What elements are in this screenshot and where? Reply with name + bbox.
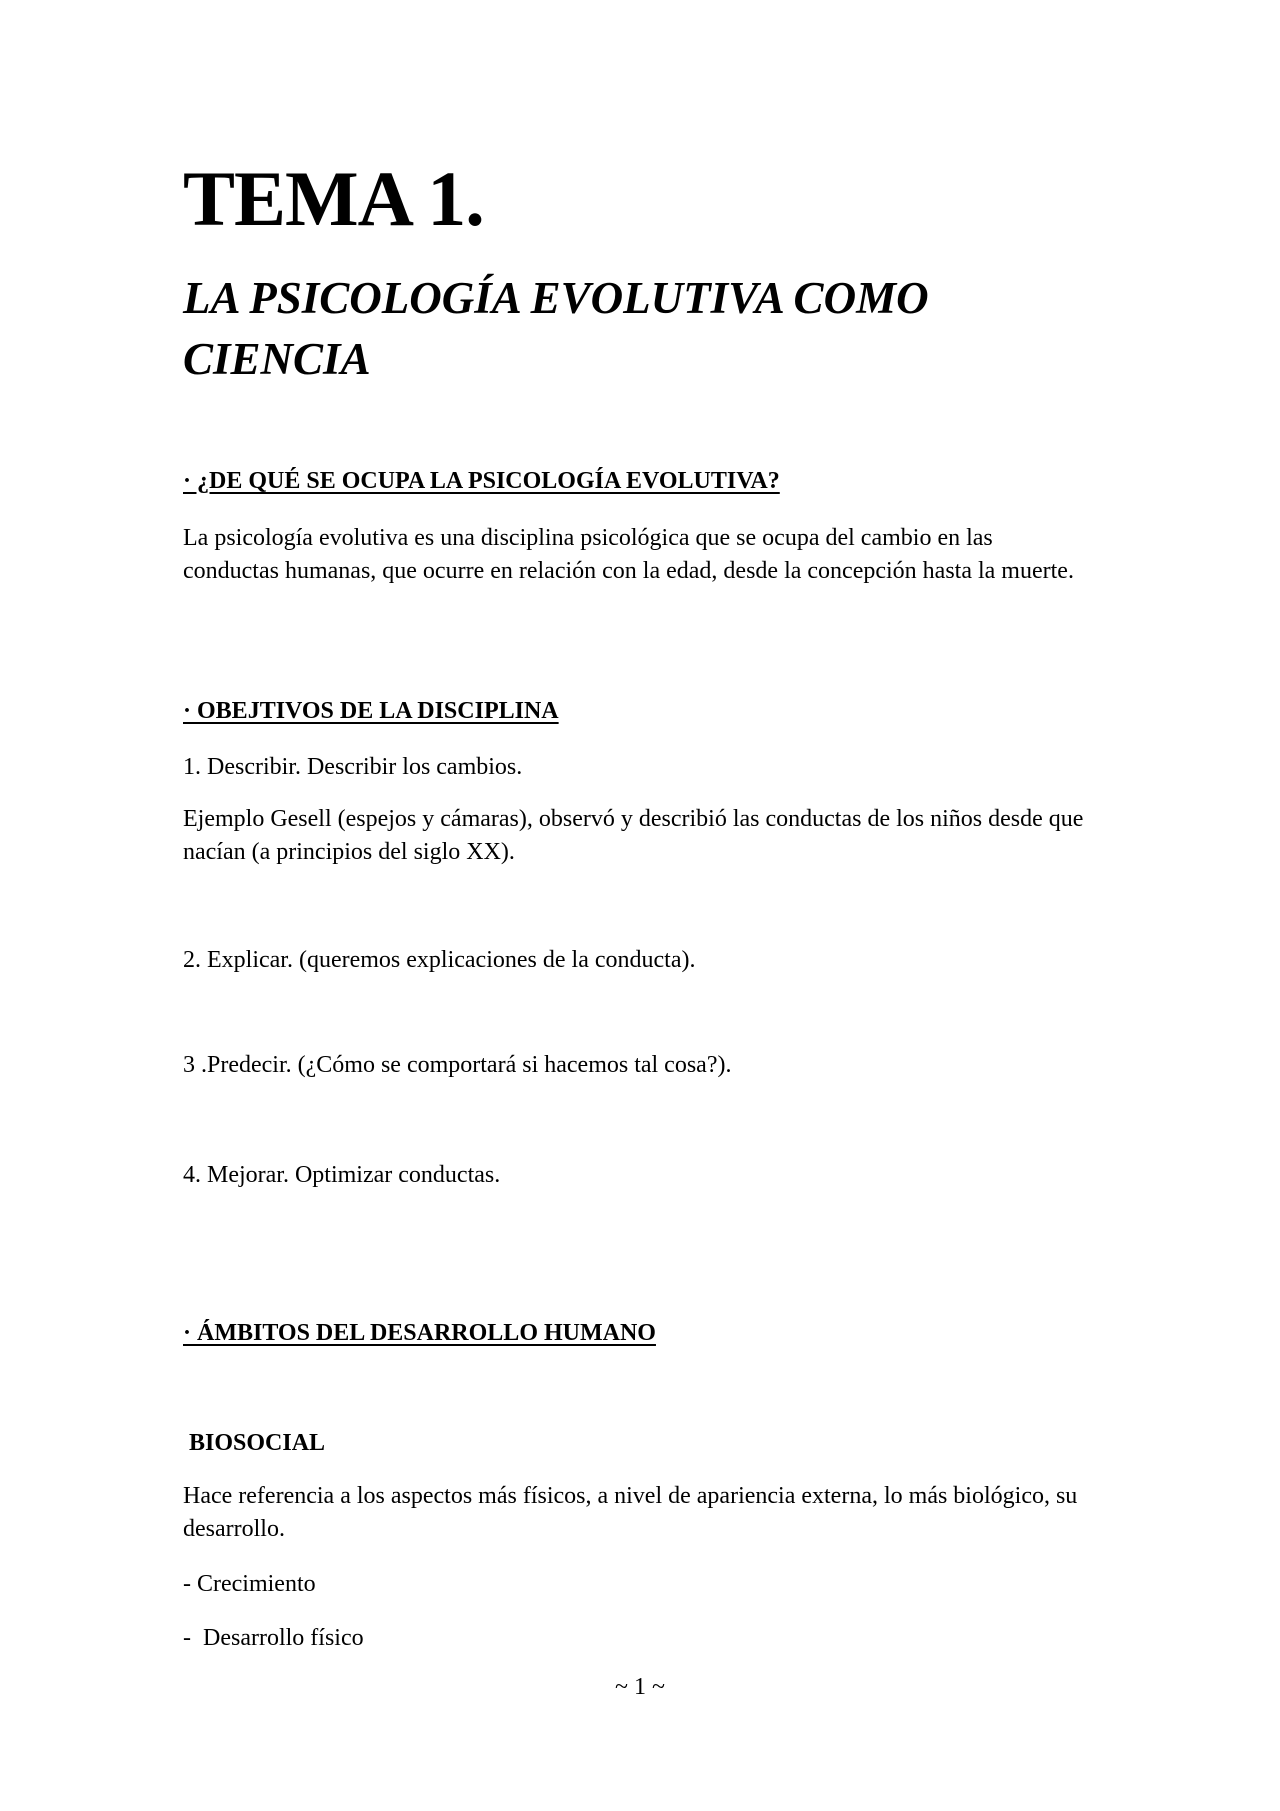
list-item-mejorar: 4. Mejorar. Optimizar conductas. [183,1162,501,1188]
paragraph-biosocial: Hace referencia a los aspectos más físicos, a nivel de apariencia externa, lo más biológico, su desarrollo. [183,1483,1078,1542]
section-heading-que-ocupa: · ¿DE QUÉ SE OCUPA LA PSICOLOGÍA EVOLUTIVA? [183,468,780,494]
page-number: ~ 1 ~ [615,1674,665,1700]
paragraph-definicion: La psicología evolutiva es una disciplina psicológica que se ocupa del cambio en las conductas humanas, que ocurre en relación con la edad, desde la concepción hasta la muerte. [183,525,1074,584]
list-item-describir: 1. Describir. Describir los cambios. [183,754,523,780]
page-title: TEMA 1. [183,155,484,242]
section-heading-objetivos: · OBEJTIVOS DE LA DISCIPLINA [183,698,559,724]
list-item-desarrollo-fisico: - Desarrollo físico [183,1625,364,1651]
page-subtitle: LA PSICOLOGÍA EVOLUTIVA COMO CIENCIA [183,273,929,384]
list-item-explicar: 2. Explicar. (queremos explicaciones de la conducta). [183,947,696,973]
list-item-predecir: 3 .Predecir. (¿Cómo se comportará si hacemos tal cosa?). [183,1052,732,1078]
subsection-heading-biosocial: BIOSOCIAL [189,1430,326,1456]
paragraph-ejemplo-gesell: Ejemplo Gesell (espejos y cámaras), observó y describió las conductas de los niños desde que nacían (a principios del siglo XX). [183,806,1084,865]
section-heading-ambitos: · ÁMBITOS DEL DESARROLLO HUMANO [183,1320,656,1346]
list-item-crecimiento: - Crecimiento [183,1571,316,1597]
